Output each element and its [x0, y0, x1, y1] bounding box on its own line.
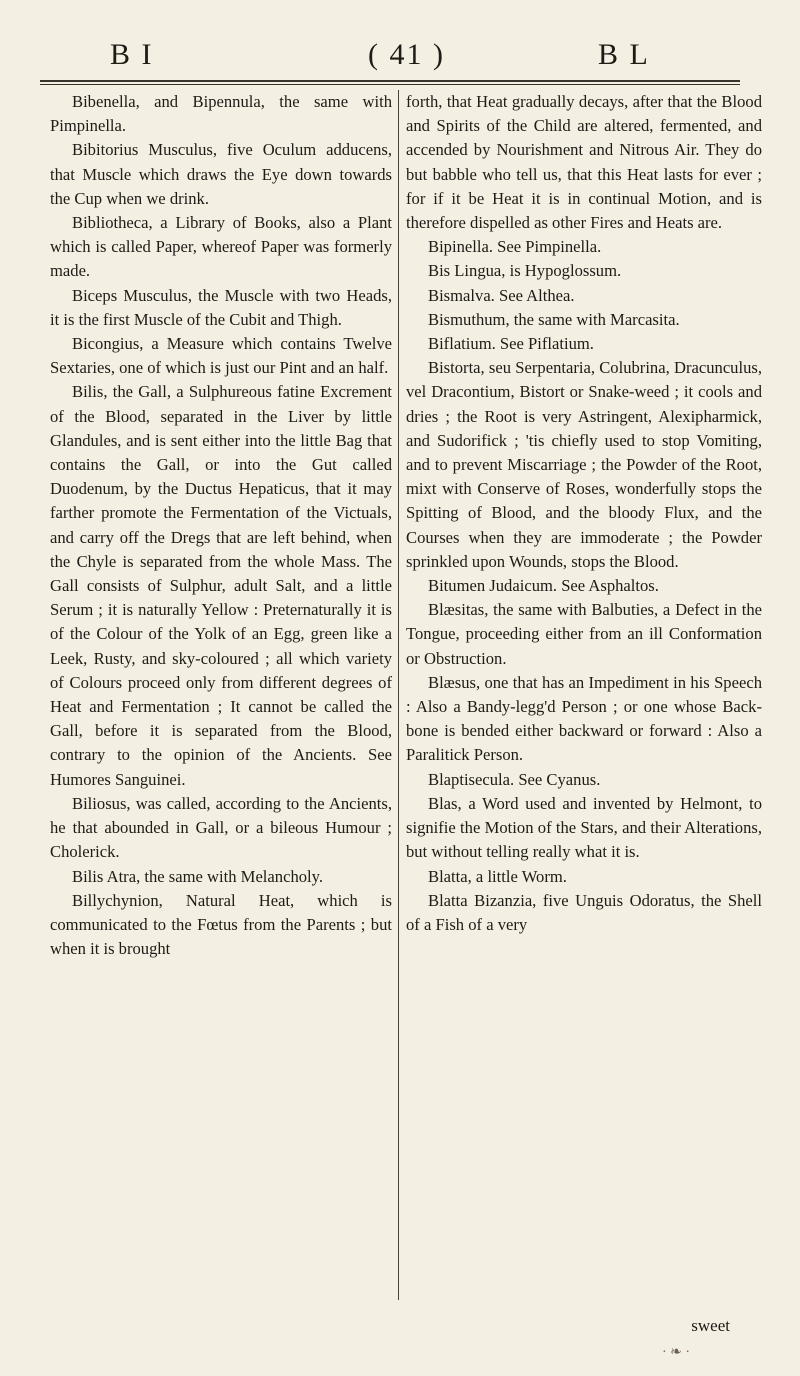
left-column [50, 90, 392, 961]
entry-bistorta: Bistorta, seu Serpentaria, Colubrina, Dracunculus, vel Dracontium, Bistort or Snake-weed ; it cools and dries ; the Root is very Astringent, Alexipharmick, and Sudorifick ; 'tis chiefly used to stop Vomiting, and to prevent Miscarriage ; the Powder of the Root, mixt with Conserve of Roses, wonderfully stops the Spitting of Blood, and the bloody Flux, and the Courses when they are immoderate ; the Powder sprinkled upon Wounds, stops the Blood. [406, 358, 762, 571]
entry-billychynion: Billychynion, Natural Heat, which is communicated to the Fœtus from the Parents ; but when it is brought [50, 890, 392, 959]
column-divider [398, 90, 399, 1300]
entry-biliosus: Biliosus, was called, according to the Ancients, he that abounded in Gall, or a bileous Humour ; Cholerick. [50, 793, 392, 862]
entry-blaptisecula: Blaptisecula. See Cyanus. [428, 769, 601, 789]
printer-marks: · ❧ · [661, 1345, 690, 1360]
entry-blaesitas: Blæsitas, the same with Balbuties, a Defect in the Tongue, proceeding either from an ill Conformation or Obstruction. [406, 600, 762, 668]
entry-biflatium: Biflatium. See Piflatium. [428, 334, 594, 354]
entry-blatta-bizanzia: Blatta Bizanzia, five Unguis Odoratus, the Shell of a Fish of a very [406, 890, 762, 934]
entry-blatta: Blatta, a little Worm. [428, 866, 567, 886]
entry-bicongius: Bicongius, a Measure which contains Twelve Sextaries, one of which is just our Pint and an half. [50, 334, 392, 378]
entry-bis-lingua: Bis Lingua, is Hypoglossum. [428, 261, 622, 281]
entry-bibitorius: Bibitorius Musculus, five Oculum adducens, that Muscle which draws the Eye down towards the Cup when we drink. [50, 140, 392, 208]
header-rule [40, 80, 740, 82]
entry-bismalva: Bismalva. See Althea. [428, 285, 575, 305]
entry-continuation: forth, that Heat gradually decays, after that the Blood and Spirits of the Child are altered, fermented, and accended by Nourishment and Nitrous Air. They do but babble who tell us, that this Heat lasts for ever ; for if it be Heat it is in continual Motion, and is therefore dispelled as other Fires and Heats are. [406, 92, 762, 233]
entry-bismuthum: Bismuthum, the same with Marcasita. [428, 309, 680, 329]
entry-bitumen: Bitumen Judaicum. See Asphaltos. [428, 576, 659, 596]
running-header [110, 38, 710, 78]
entry-bibliotheca: Bibliotheca, a Library of Books, also a Plant which is called Paper, whereof Paper was formerly made. [50, 213, 392, 281]
entry-bilis-atra: Bilis Atra, the same with Melancholy. [72, 866, 324, 886]
entry-blas: Blas, a Word used and invented by Helmont, to signifie the Motion of the Stars, and their Alterations, but without telling really what it is. [406, 793, 762, 862]
page-number: ( 41 ) [368, 38, 445, 71]
right-column [406, 90, 762, 937]
entry-bibenella: Bibenella, and Bipennula, the same with Pimpinella. [50, 92, 392, 136]
catchword: sweet [691, 1316, 730, 1335]
entry-blaesus: Blæsus, one that has an Impediment in his Speech : Also a Bandy-legg'd Person ; or one whose Back-bone is bended either backward or forward : Also a Paralitick Person. [406, 672, 762, 765]
header-right-letters: B L [598, 38, 650, 71]
header-rule-thin [40, 84, 740, 85]
entry-bipinella: Bipinella. See Pimpinella. [428, 237, 602, 257]
entry-bilis: Bilis, the Gall, a Sulphureous fatine Excrement of the Blood, separated in the Liver by little Glandules, and is sent either into the little Bag that contains the Gall, or into the Gut called Duodenum, by the Ductus Hepaticus, that it may farther promote the Fermentation of the Victuals, and carry off the Dregs that are left behind, when the Chyle is separated from the whole Mass. The Gall consists of Sulphur, adult Salt, and a little Serum ; it is naturally Yellow : Preternaturally it is of the Colour of the Yolk of an Egg, green like a Leek, Rusty, and sky-coloured ; all which variety of Colours proceed only from different degrees of Heat and Fermentation ; It cannot be called the Gall, before it is separated from the Blood, contrary to the opinion of the Ancients. See Humores Sanguinei. [50, 382, 392, 789]
header-left-letters: B I [110, 38, 154, 71]
entry-biceps: Biceps Musculus, the Muscle with two Heads, it is the first Muscle of the Cubit and Thigh. [50, 285, 392, 329]
